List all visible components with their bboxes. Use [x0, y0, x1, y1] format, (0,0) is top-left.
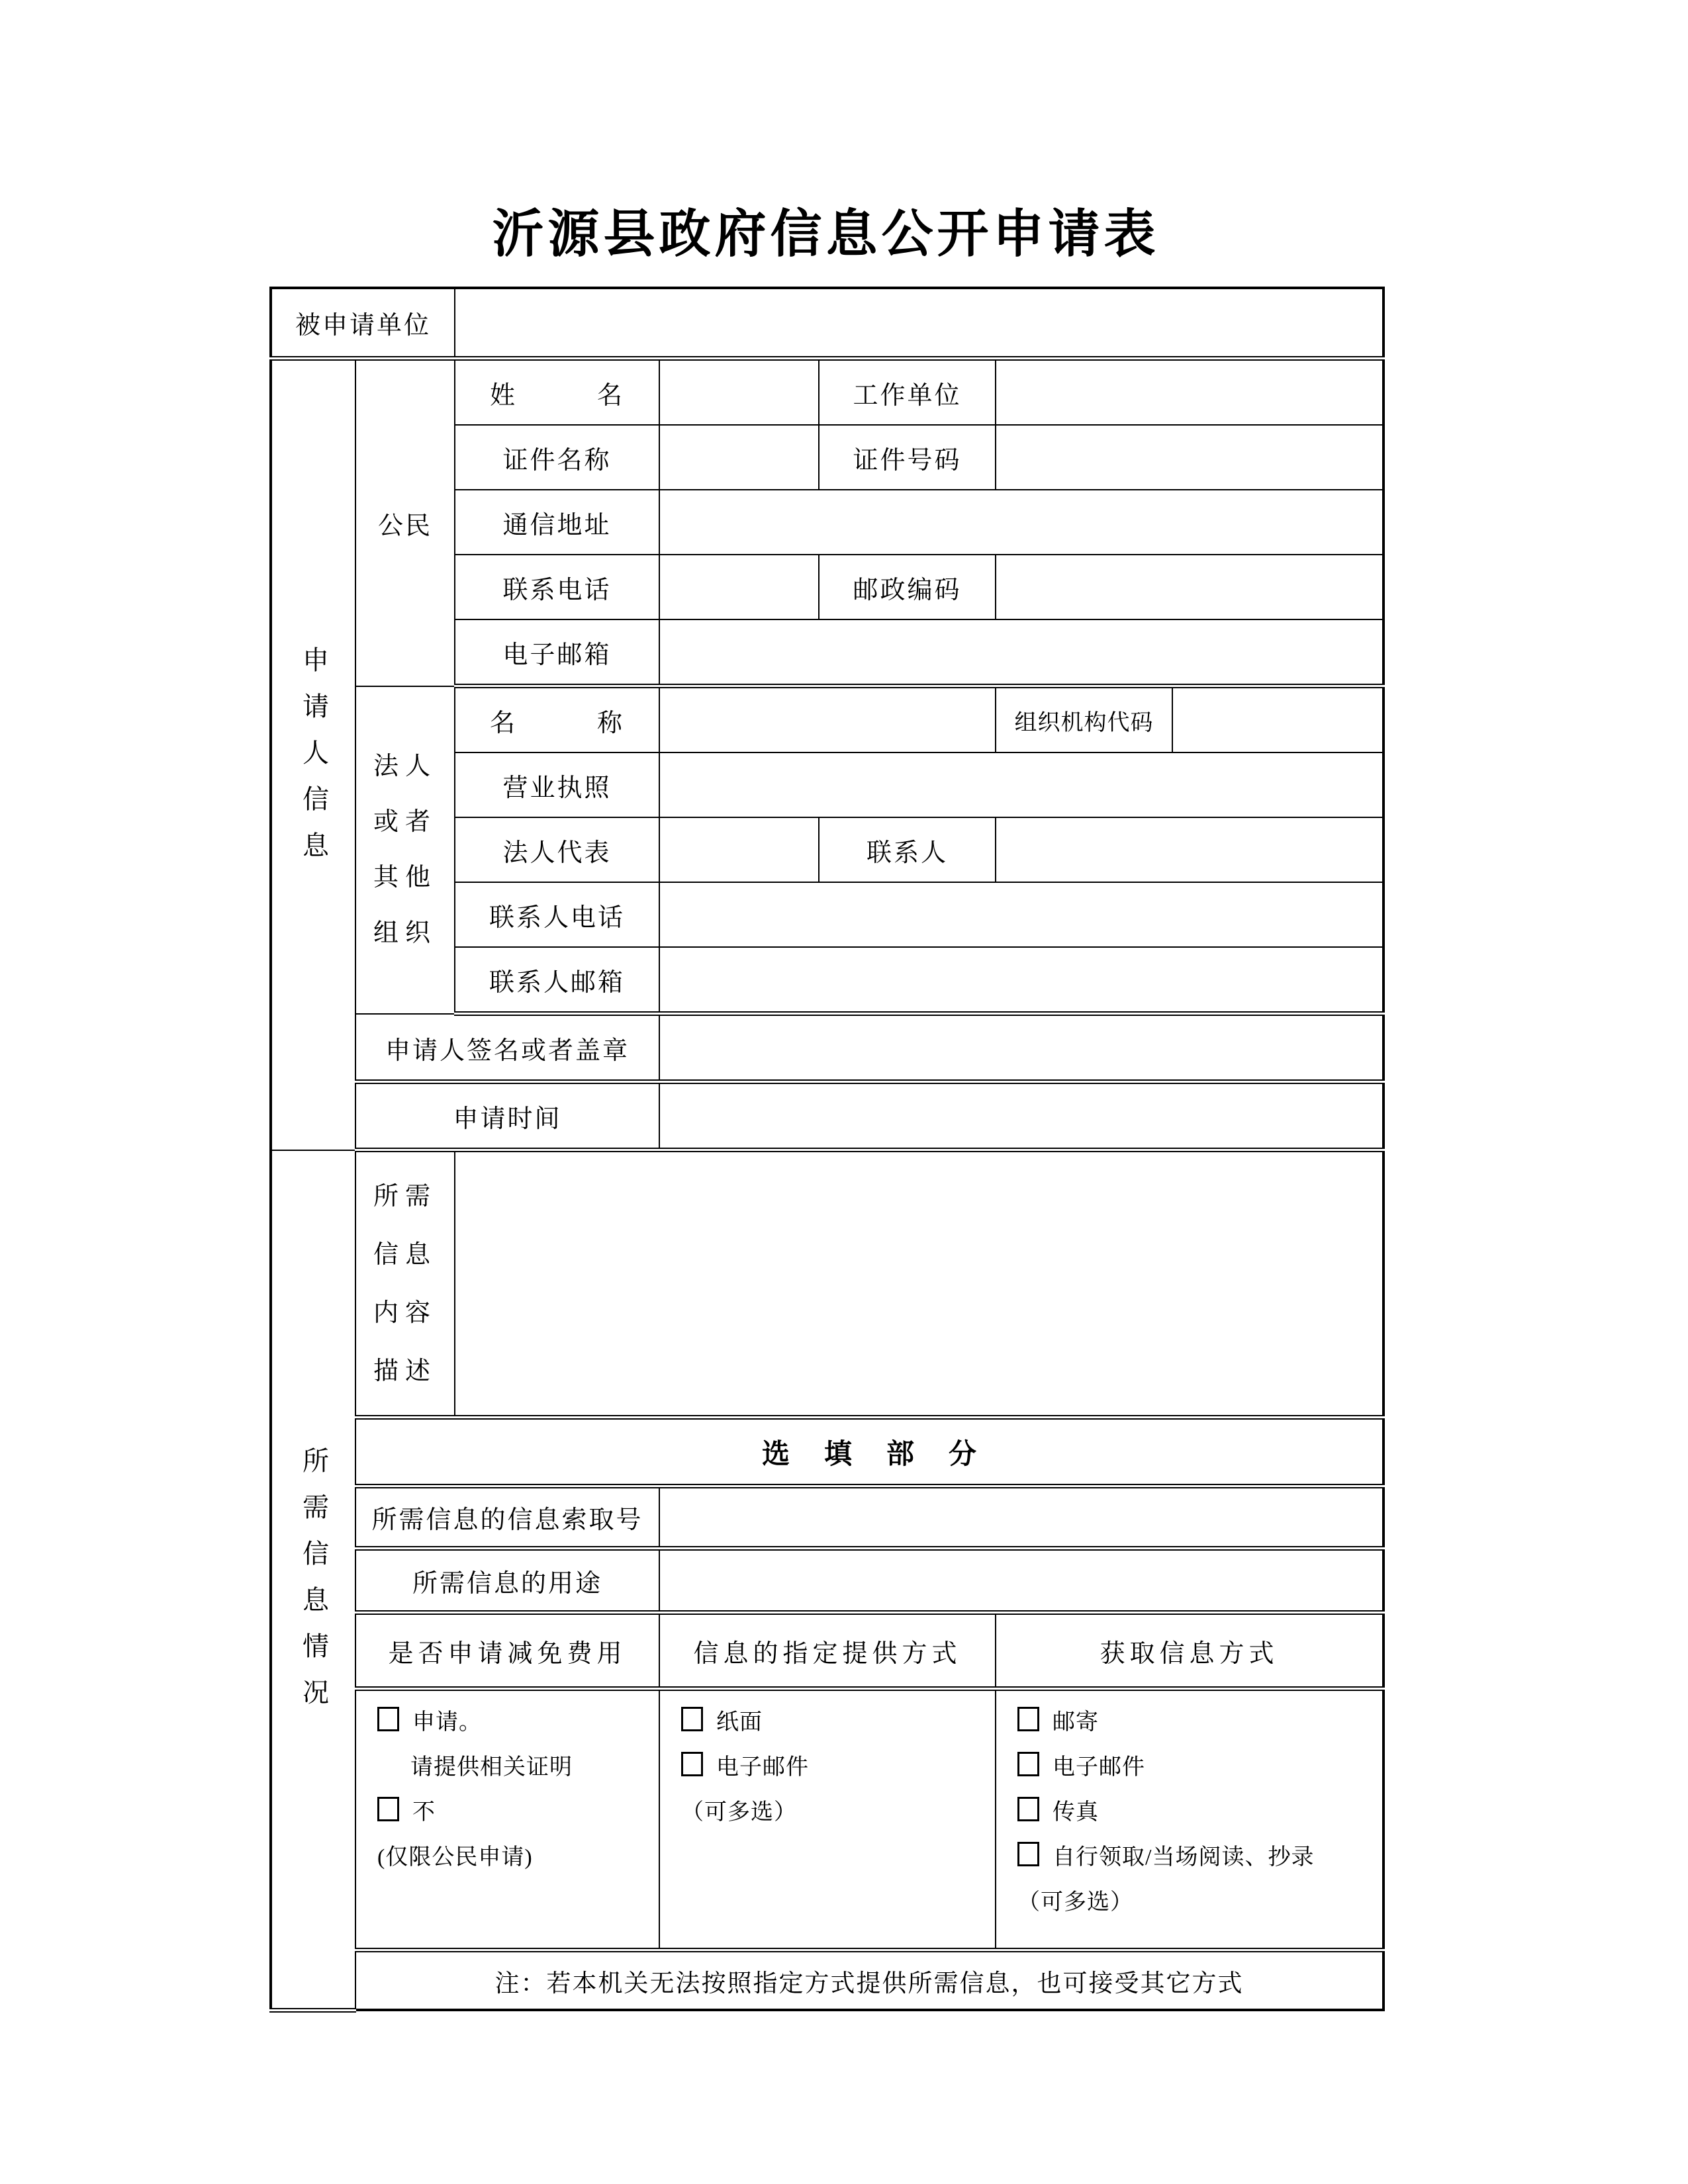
applied-unit-value[interactable]	[455, 288, 1383, 359]
signature-label: 申请人签名或者盖章	[355, 1014, 659, 1082]
form-sheet	[269, 0, 1382, 2013]
contact-label: 联系人	[819, 817, 996, 882]
fee-no-checkbox-icon[interactable]	[377, 1797, 399, 1821]
license-label: 营业执照	[455, 752, 659, 817]
org-code-value[interactable]	[1172, 686, 1383, 753]
optional-section-header: 选填部分	[355, 1418, 1383, 1486]
fee-apply-label: 申请。	[412, 1710, 482, 1735]
org-code-label: 组织机构代码	[996, 686, 1172, 753]
application-form-table	[269, 287, 1385, 2013]
required-section-label: 所需信息情况	[299, 1447, 329, 1725]
cert-name-value[interactable]	[659, 425, 819, 490]
phone-value[interactable]	[659, 555, 819, 619]
citizen-group-label: 公民	[355, 359, 455, 686]
apply-time-value[interactable]	[659, 1082, 1383, 1150]
content-desc-value[interactable]	[455, 1150, 1383, 1418]
legal-group-label: 法人或者其他组织	[373, 752, 438, 947]
email-label: 电子邮箱	[455, 619, 659, 686]
fee-restriction-note: (仅限公民申请)	[377, 1845, 533, 1870]
obtain-option-mail	[1017, 1700, 1361, 1745]
contact-value[interactable]	[996, 817, 1383, 882]
obtain-email-label: 电子邮件	[1053, 1755, 1146, 1780]
address-label: 通信地址	[455, 490, 659, 555]
address-value[interactable]	[659, 490, 1383, 555]
content-desc-label: 所需信息内容描述	[373, 1182, 438, 1385]
fee-apply-option	[377, 1700, 637, 1745]
org-name-label: 名 称	[455, 686, 659, 753]
form-title: 沂源县政府信息公开申请表	[492, 205, 1160, 263]
provide-paper-label: 纸面	[716, 1710, 763, 1735]
contact-phone-label: 联系人电话	[455, 882, 659, 947]
content-desc-label-cell	[355, 1150, 455, 1418]
contact-email-value[interactable]	[659, 947, 1383, 1014]
fee-apply-checkbox-icon[interactable]	[377, 1707, 399, 1731]
provide-option-paper	[681, 1700, 974, 1745]
provide-email-label: 电子邮件	[716, 1755, 810, 1780]
fee-apply-note: 请提供相关证明	[410, 1755, 573, 1780]
cert-no-label: 证件号码	[819, 425, 996, 490]
legal-group-cell	[355, 686, 455, 1014]
obtain-option-fax	[1017, 1790, 1361, 1835]
purpose-value[interactable]	[659, 1549, 1383, 1613]
obtain-option-email	[1017, 1745, 1361, 1790]
obtain-mail-label: 邮寄	[1053, 1710, 1100, 1735]
provide-multi-note: （可多选）	[681, 1800, 798, 1825]
fee-waiver-cell	[355, 1689, 659, 1950]
obtain-email-checkbox-icon[interactable]	[1017, 1752, 1039, 1776]
org-name-value[interactable]	[659, 686, 996, 753]
rep-value[interactable]	[659, 817, 819, 882]
provide-method-cell	[659, 1689, 996, 1950]
obtain-method-header: 获取信息方式	[996, 1613, 1383, 1689]
signature-value[interactable]	[659, 1014, 1383, 1082]
obtain-fax-checkbox-icon[interactable]	[1017, 1797, 1039, 1821]
provide-method-header: 信息的指定提供方式	[659, 1613, 996, 1689]
name-value[interactable]	[659, 359, 819, 426]
obtain-option-self	[1017, 1835, 1361, 1880]
applicant-section-cell	[271, 359, 355, 1150]
obtain-fax-label: 传真	[1053, 1800, 1100, 1825]
obtain-self-checkbox-icon[interactable]	[1017, 1842, 1039, 1866]
provide-option-email	[681, 1745, 974, 1790]
fee-no-label: 不	[412, 1800, 436, 1825]
provide-email-checkbox-icon[interactable]	[681, 1752, 703, 1776]
index-no-label: 所需信息的信息索取号	[355, 1486, 659, 1549]
purpose-label: 所需信息的用途	[355, 1549, 659, 1613]
obtain-self-label: 自行领取/当场阅读、抄录	[1053, 1845, 1315, 1870]
work-unit-value[interactable]	[996, 359, 1383, 426]
contact-email-label: 联系人邮箱	[455, 947, 659, 1014]
postcode-value[interactable]	[996, 555, 1383, 619]
cert-name-label: 证件名称	[455, 425, 659, 490]
obtain-multi-note: （可多选）	[1017, 1890, 1134, 1915]
rep-label: 法人代表	[455, 817, 659, 882]
contact-phone-value[interactable]	[659, 882, 1383, 947]
required-section-cell	[271, 1150, 355, 2011]
cert-no-value[interactable]	[996, 425, 1383, 490]
apply-time-label: 申请时间	[355, 1082, 659, 1150]
footer-note: 注：若本机关无法按照指定方式提供所需信息，也可接受其它方式	[355, 1950, 1383, 2011]
index-no-value[interactable]	[659, 1486, 1383, 1549]
obtain-mail-checkbox-icon[interactable]	[1017, 1707, 1039, 1731]
phone-label: 联系电话	[455, 555, 659, 619]
name-label: 姓 名	[455, 359, 659, 426]
license-value[interactable]	[659, 752, 1383, 817]
fee-waiver-header: 是否申请减免费用	[355, 1613, 659, 1689]
provide-paper-checkbox-icon[interactable]	[681, 1707, 703, 1731]
postcode-label: 邮政编码	[819, 555, 996, 619]
obtain-method-cell	[996, 1689, 1383, 1950]
applicant-section-label: 申请人信息	[299, 645, 329, 878]
email-value[interactable]	[659, 619, 1383, 686]
applied-unit-label: 被申请单位	[271, 288, 455, 359]
work-unit-label: 工作单位	[819, 359, 996, 426]
fee-no-option	[377, 1790, 637, 1835]
